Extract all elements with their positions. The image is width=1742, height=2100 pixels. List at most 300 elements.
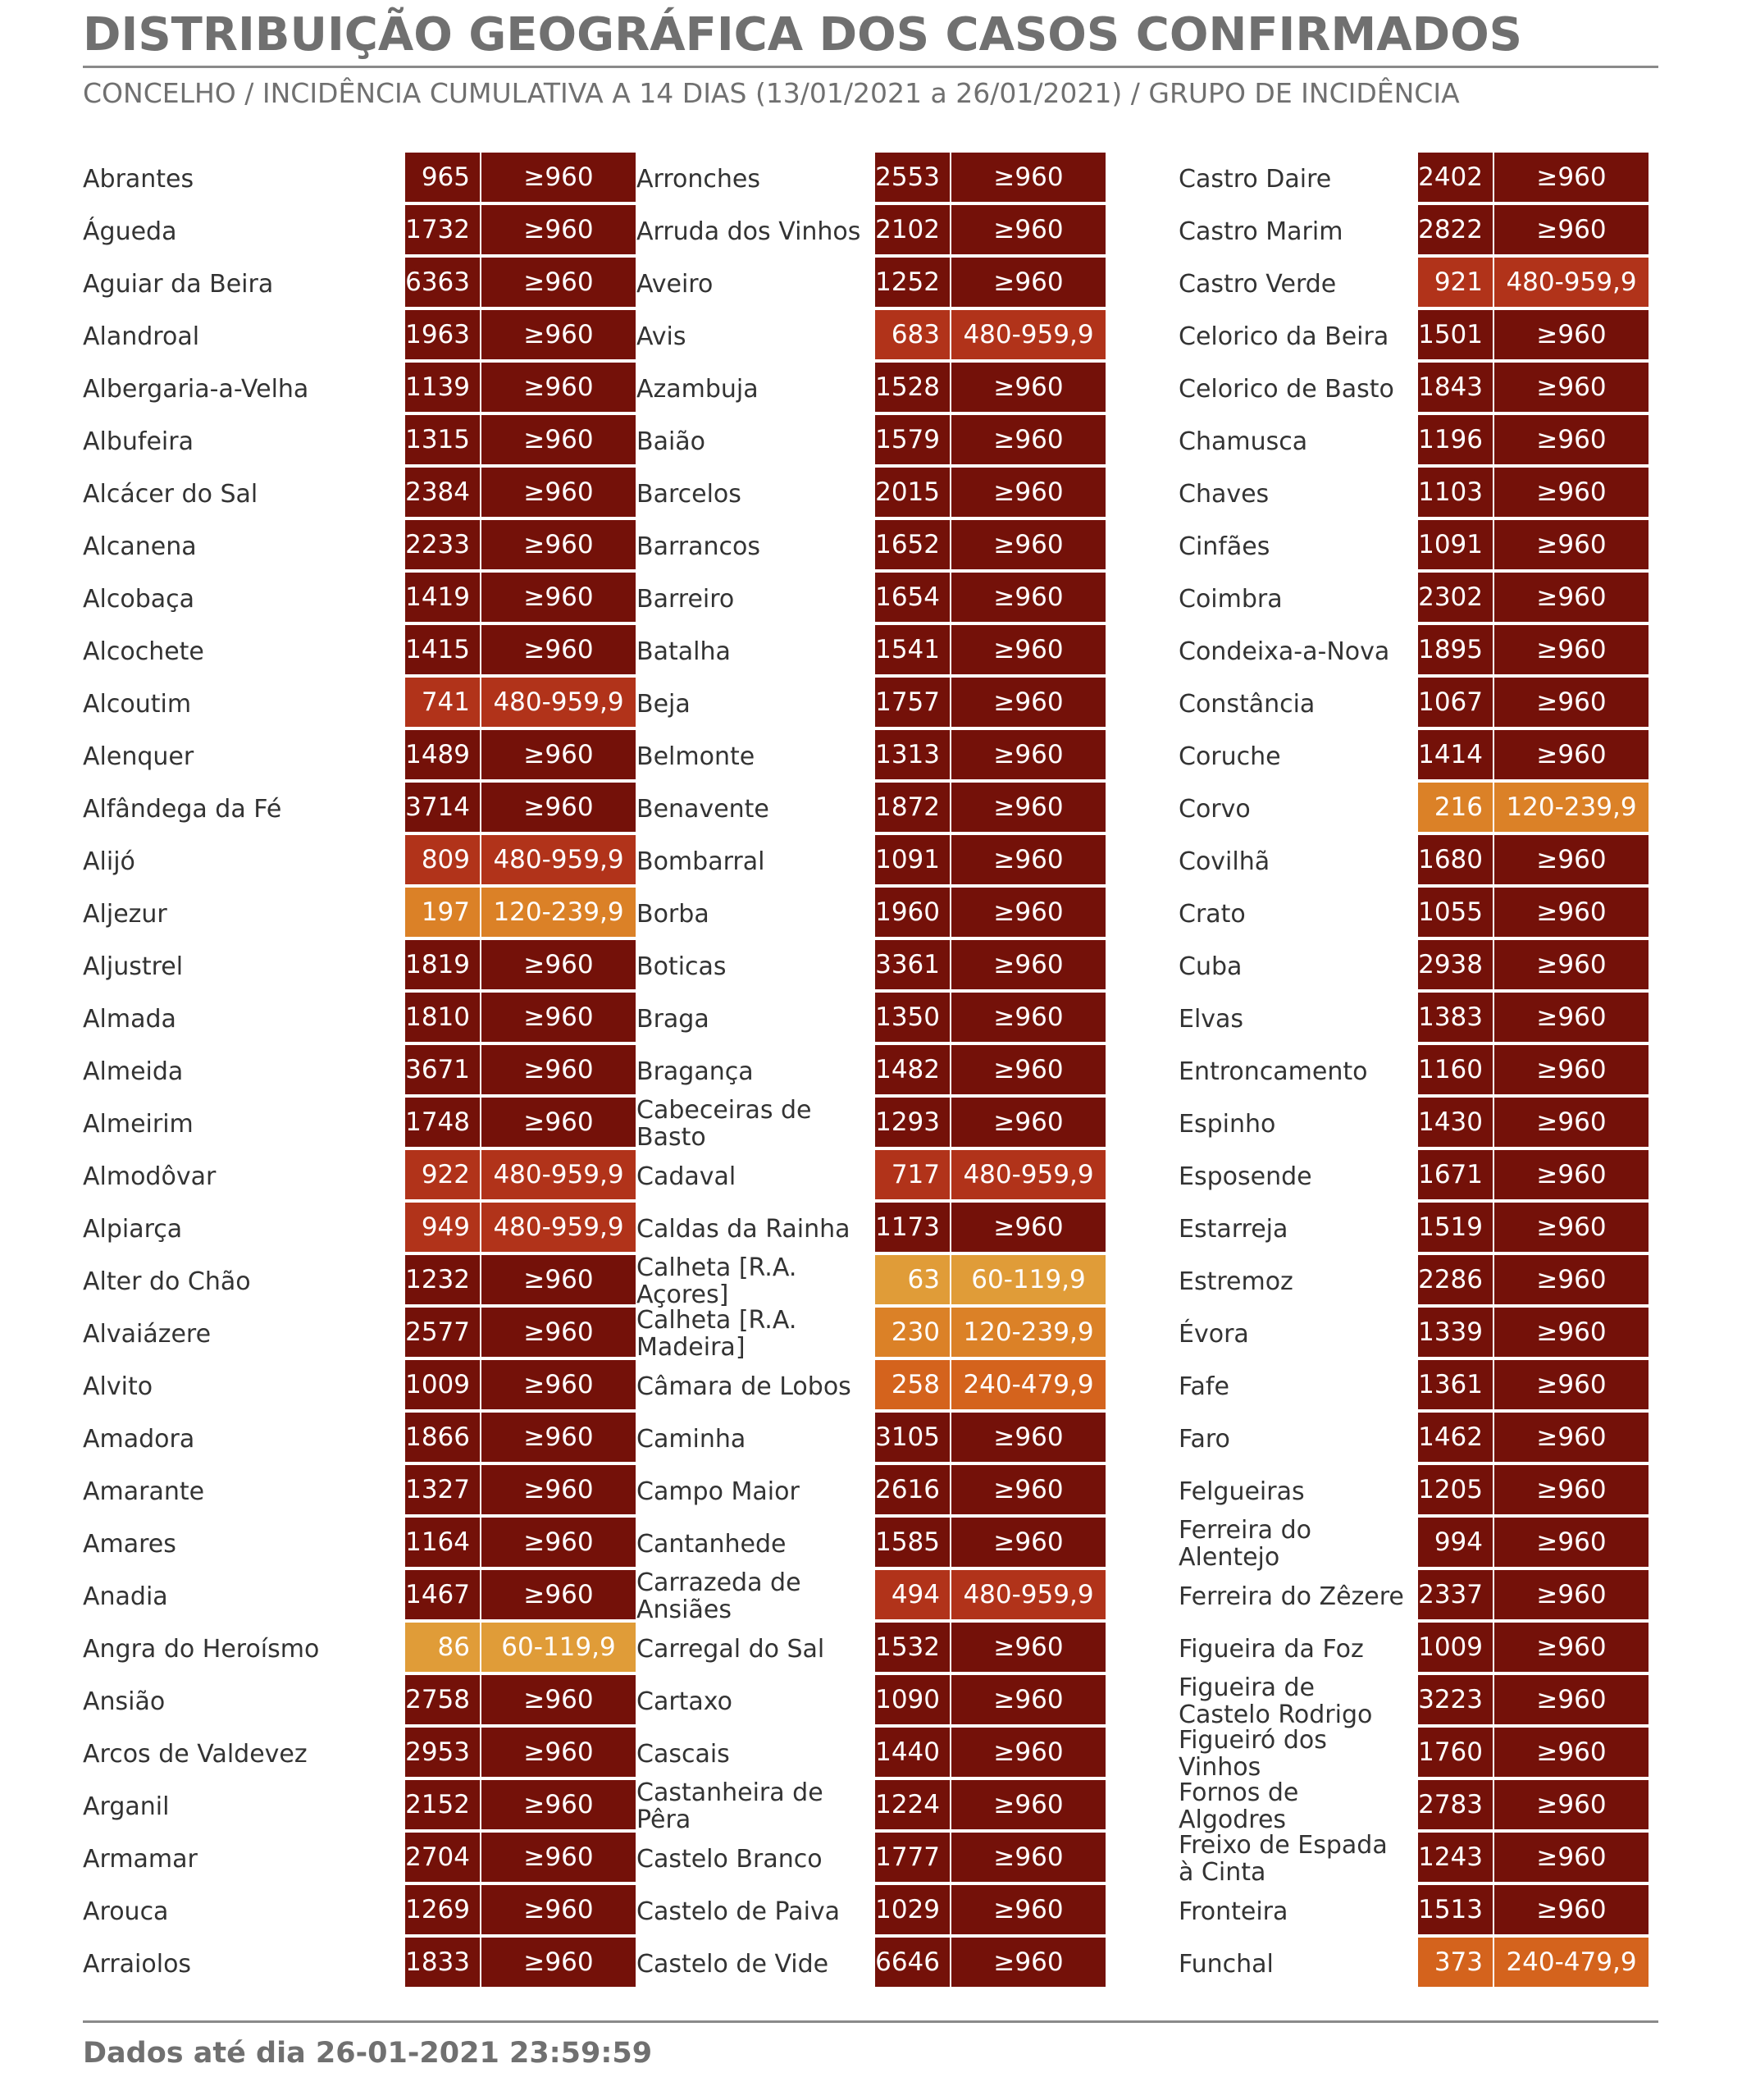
incidence-group: ≥960: [950, 678, 1106, 728]
table-row: [1179, 205, 1649, 258]
incidence-value: 373: [1418, 1938, 1493, 1988]
municipality-name: Azambuja: [636, 374, 759, 404]
municipality-name: Castro Daire: [1179, 164, 1332, 194]
municipality-name: Cantanhede: [636, 1529, 787, 1559]
incidence-value: 2704: [405, 1833, 480, 1883]
incidence-value: 922: [405, 1150, 480, 1201]
page-subtitle: CONCELHO / INCIDÊNCIA CUMULATIVA A 14 DIAS (13/01/2021 a 26/01/2021) / GRUPO DE INCIDÊNCIA: [83, 77, 1460, 109]
incidence-group: ≥960: [1493, 1045, 1649, 1096]
municipality-name: Crato: [1179, 899, 1246, 929]
incidence-group: ≥960: [480, 415, 636, 466]
table-row: [83, 1623, 636, 1675]
incidence-value: 2616: [875, 1465, 950, 1516]
table-row: [83, 1570, 636, 1623]
municipality-name: Cinfães: [1179, 532, 1270, 561]
incidence-group: ≥960: [480, 730, 636, 781]
incidence-group: ≥960: [480, 363, 636, 413]
incidence-value: 2233: [405, 520, 480, 571]
table-row: [636, 310, 1106, 363]
table-row: [83, 153, 636, 205]
incidence-group: ≥960: [950, 363, 1106, 413]
table-row: [83, 1255, 636, 1308]
municipality-name: Figueira de Castelo Rodrigo: [1179, 1673, 1373, 1729]
municipality-name: Faro: [1179, 1424, 1230, 1454]
table-row: [1179, 730, 1649, 783]
incidence-value: 2553: [875, 153, 950, 203]
incidence-group: ≥960: [480, 468, 636, 518]
incidence-group: ≥960: [480, 1098, 636, 1148]
incidence-group: ≥960: [480, 1360, 636, 1411]
incidence-value: 1519: [1418, 1203, 1493, 1253]
incidence-group: ≥960: [950, 993, 1106, 1043]
incidence-group: 240-479,9: [1493, 1938, 1649, 1988]
incidence-group: ≥960: [480, 1255, 636, 1306]
incidence-value: 1350: [875, 993, 950, 1043]
incidence-group: ≥960: [1493, 1413, 1649, 1463]
table-row: [83, 1045, 636, 1098]
incidence-group: ≥960: [1493, 1885, 1649, 1936]
footer-divider: [83, 2020, 1658, 2023]
municipality-name: Alcochete: [83, 637, 204, 666]
incidence-group: ≥960: [480, 1518, 636, 1568]
municipality-name: Alvaiázere: [83, 1319, 212, 1349]
table-row: [83, 625, 636, 678]
incidence-value: 216: [1418, 783, 1493, 833]
incidence-value: 1173: [875, 1203, 950, 1253]
table-row: [1179, 468, 1649, 520]
municipality-name: Alfândega da Fé: [83, 794, 282, 824]
municipality-name: Condeixa-a-Nova: [1179, 637, 1390, 666]
municipality-name: Corvo: [1179, 794, 1251, 824]
municipality-name: Avis: [636, 322, 686, 351]
incidence-group: ≥960: [950, 205, 1106, 256]
incidence-group: ≥960: [950, 625, 1106, 676]
municipality-name: Barrancos: [636, 532, 760, 561]
incidence-group: ≥960: [1493, 1308, 1649, 1358]
incidence-value: 3714: [405, 783, 480, 833]
table-row: [636, 1885, 1106, 1938]
incidence-value: 6646: [875, 1938, 950, 1988]
incidence-value: 717: [875, 1150, 950, 1201]
incidence-group: ≥960: [950, 888, 1106, 938]
municipality-name: Alcobaça: [83, 584, 195, 614]
municipality-name: Castro Marim: [1179, 217, 1343, 246]
municipality-name: Figueira da Foz: [1179, 1634, 1364, 1664]
incidence-group: ≥960: [950, 468, 1106, 518]
incidence-value: 1232: [405, 1255, 480, 1306]
incidence-value: 2337: [1418, 1570, 1493, 1621]
table-row: [83, 310, 636, 363]
incidence-value: 1430: [1418, 1098, 1493, 1148]
table-row: [1179, 1728, 1649, 1780]
incidence-group: ≥960: [1493, 153, 1649, 203]
incidence-group: ≥960: [1493, 1780, 1649, 1831]
table-row: [636, 153, 1106, 205]
municipality-name: Ferreira do Alentejo: [1179, 1516, 1311, 1572]
municipality-name: Baião: [636, 427, 706, 456]
table-row: [636, 993, 1106, 1045]
table-row: [636, 415, 1106, 468]
page-title: DISTRIBUIÇÃO GEOGRÁFICA DOS CASOS CONFIRMADOS: [83, 8, 1523, 62]
table-row: [83, 1728, 636, 1780]
incidence-group: ≥960: [1493, 1728, 1649, 1778]
incidence-group: ≥960: [950, 1098, 1106, 1148]
incidence-value: 949: [405, 1203, 480, 1253]
incidence-group: ≥960: [1493, 363, 1649, 413]
municipality-name: Bombarral: [636, 847, 765, 876]
table-row: [1179, 1675, 1649, 1728]
incidence-group: 480-959,9: [950, 1150, 1106, 1201]
incidence-value: 1963: [405, 310, 480, 361]
incidence-value: 3105: [875, 1413, 950, 1463]
incidence-value: 86: [405, 1623, 480, 1673]
incidence-value: 1327: [405, 1465, 480, 1516]
incidence-value: 1361: [1418, 1360, 1493, 1411]
incidence-group: ≥960: [950, 1413, 1106, 1463]
incidence-group: 120-239,9: [1493, 783, 1649, 833]
incidence-value: 3361: [875, 940, 950, 991]
municipality-name: Águeda: [83, 217, 177, 246]
table-row: [1179, 1098, 1649, 1150]
incidence-value: 1415: [405, 625, 480, 676]
table-row: [636, 258, 1106, 310]
municipality-name: Entroncamento: [1179, 1057, 1368, 1086]
incidence-value: 1252: [875, 258, 950, 308]
incidence-group: ≥960: [1493, 940, 1649, 991]
table-row: [83, 1150, 636, 1203]
municipality-name: Alvito: [83, 1372, 153, 1401]
incidence-group: 60-119,9: [480, 1623, 636, 1673]
incidence-group: ≥960: [950, 520, 1106, 571]
table-row: [83, 520, 636, 573]
table-row: [636, 1045, 1106, 1098]
incidence-value: 921: [1418, 258, 1493, 308]
incidence-value: 1467: [405, 1570, 480, 1621]
incidence-group: ≥960: [1493, 888, 1649, 938]
incidence-value: 1757: [875, 678, 950, 728]
municipality-name: Felgueiras: [1179, 1477, 1305, 1506]
municipality-name: Barreiro: [636, 584, 735, 614]
table-row: [1179, 258, 1649, 310]
table-row: [83, 1465, 636, 1518]
incidence-value: 1585: [875, 1518, 950, 1568]
table-row: [636, 1255, 1106, 1308]
table-row: [83, 205, 636, 258]
incidence-group: ≥960: [480, 1675, 636, 1726]
incidence-value: 2302: [1418, 573, 1493, 623]
incidence-value: 1748: [405, 1098, 480, 1148]
table-row: [83, 835, 636, 888]
incidence-group: ≥960: [950, 1938, 1106, 1988]
incidence-group: ≥960: [950, 573, 1106, 623]
municipality-name: Batalha: [636, 637, 731, 666]
municipality-name: Cascais: [636, 1739, 730, 1769]
municipality-name: Aljezur: [83, 899, 167, 929]
incidence-group: ≥960: [950, 258, 1106, 308]
table-row: [636, 363, 1106, 415]
municipality-name: Castelo de Vide: [636, 1949, 829, 1979]
incidence-value: 1090: [875, 1675, 950, 1726]
incidence-group: ≥960: [950, 1885, 1106, 1936]
municipality-name: Arruda dos Vinhos: [636, 217, 861, 246]
incidence-group: 120-239,9: [480, 888, 636, 938]
table-row: [1179, 573, 1649, 625]
incidence-group: 480-959,9: [480, 1150, 636, 1201]
municipality-name: Celorico de Basto: [1179, 374, 1394, 404]
table-row: [636, 1938, 1106, 1990]
incidence-value: 3671: [405, 1045, 480, 1096]
table-row: [1179, 1413, 1649, 1465]
incidence-group: ≥960: [480, 573, 636, 623]
table-row: [83, 1885, 636, 1938]
municipality-name: Elvas: [1179, 1004, 1244, 1034]
table-row: [1179, 783, 1649, 835]
municipality-name: Castro Verde: [1179, 269, 1337, 299]
incidence-value: 1671: [1418, 1150, 1493, 1201]
table-row: [83, 993, 636, 1045]
municipality-name: Belmonte: [636, 742, 755, 771]
municipality-name: Évora: [1179, 1319, 1249, 1349]
incidence-group: 480-959,9: [950, 1570, 1106, 1621]
municipality-name: Ferreira do Zêzere: [1179, 1582, 1404, 1611]
incidence-group: ≥960: [480, 1780, 636, 1831]
table-row: [83, 940, 636, 993]
incidence-value: 1029: [875, 1885, 950, 1936]
incidence-group: ≥960: [950, 153, 1106, 203]
municipality-name: Figueiró dos Vinhos: [1179, 1726, 1327, 1782]
incidence-group: ≥960: [1493, 310, 1649, 361]
incidence-group: 120-239,9: [950, 1308, 1106, 1358]
incidence-group: ≥960: [950, 1623, 1106, 1673]
municipality-name: Castanheira de Pêra: [636, 1778, 823, 1834]
municipality-name: Cuba: [1179, 952, 1243, 981]
incidence-value: 2402: [1418, 153, 1493, 203]
municipality-name: Alpiarça: [83, 1214, 183, 1244]
incidence-group: ≥960: [480, 1885, 636, 1936]
municipality-name: Beja: [636, 689, 691, 719]
incidence-group: ≥960: [1493, 520, 1649, 571]
incidence-value: 1819: [405, 940, 480, 991]
table-row: [1179, 1308, 1649, 1360]
incidence-group: ≥960: [480, 1045, 636, 1096]
table-row: [83, 415, 636, 468]
incidence-group: ≥960: [950, 1203, 1106, 1253]
incidence-group: ≥960: [480, 783, 636, 833]
incidence-value: 1810: [405, 993, 480, 1043]
municipality-name: Albergaria-a-Velha: [83, 374, 309, 404]
incidence-value: 1833: [405, 1938, 480, 1988]
municipality-name: Benavente: [636, 794, 769, 824]
incidence-value: 1243: [1418, 1833, 1493, 1883]
incidence-group: ≥960: [1493, 1675, 1649, 1726]
municipality-name: Alcanena: [83, 532, 197, 561]
incidence-value: 994: [1418, 1518, 1493, 1568]
municipality-name: Barcelos: [636, 479, 741, 509]
incidence-group: ≥960: [950, 1518, 1106, 1568]
municipality-name: Celorico da Beira: [1179, 322, 1389, 351]
incidence-group: ≥960: [1493, 1255, 1649, 1306]
incidence-group: ≥960: [950, 730, 1106, 781]
incidence-group: ≥960: [480, 205, 636, 256]
incidence-group: ≥960: [480, 940, 636, 991]
incidence-value: 1732: [405, 205, 480, 256]
table-row: [1179, 1885, 1649, 1938]
incidence-group: ≥960: [1493, 1360, 1649, 1411]
municipality-name: Calheta [R.A. Madeira]: [636, 1306, 797, 1362]
incidence-value: 1205: [1418, 1465, 1493, 1516]
table-row: [636, 1623, 1106, 1675]
table-row: [636, 730, 1106, 783]
municipality-name: Cartaxo: [636, 1687, 732, 1716]
table-row: [1179, 993, 1649, 1045]
incidence-value: 230: [875, 1308, 950, 1358]
incidence-group: ≥960: [950, 1833, 1106, 1883]
incidence-value: 1489: [405, 730, 480, 781]
municipality-name: Câmara de Lobos: [636, 1372, 851, 1401]
municipality-name: Carregal do Sal: [636, 1634, 825, 1664]
table-row: [1179, 1570, 1649, 1623]
municipality-name: Anadia: [83, 1582, 168, 1611]
incidence-value: 1164: [405, 1518, 480, 1568]
incidence-group: 240-479,9: [950, 1360, 1106, 1411]
incidence-value: 1103: [1418, 468, 1493, 518]
incidence-group: ≥960: [950, 1675, 1106, 1726]
table-row: [636, 888, 1106, 940]
municipality-name: Constância: [1179, 689, 1316, 719]
table-row: [1179, 835, 1649, 888]
table-row: [83, 730, 636, 783]
table-row: [636, 1675, 1106, 1728]
table-row: [83, 1518, 636, 1570]
incidence-group: ≥960: [950, 835, 1106, 886]
incidence-group: ≥960: [1493, 1518, 1649, 1568]
incidence-value: 6363: [405, 258, 480, 308]
incidence-group: ≥960: [480, 1938, 636, 1988]
incidence-group: ≥960: [1493, 993, 1649, 1043]
incidence-group: ≥960: [480, 258, 636, 308]
incidence-value: 2102: [875, 205, 950, 256]
municipality-name: Boticas: [636, 952, 727, 981]
municipality-name: Angra do Heroísmo: [83, 1634, 320, 1664]
incidence-value: 1091: [875, 835, 950, 886]
table-row: [636, 835, 1106, 888]
municipality-name: Carrazeda de Ansiães: [636, 1568, 801, 1624]
table-row: [636, 1570, 1106, 1623]
municipality-name: Coruche: [1179, 742, 1281, 771]
municipality-name: Chaves: [1179, 479, 1270, 509]
incidence-value: 1383: [1418, 993, 1493, 1043]
incidence-value: 965: [405, 153, 480, 203]
incidence-group: ≥960: [480, 1413, 636, 1463]
incidence-value: 1579: [875, 415, 950, 466]
table-row: [1179, 363, 1649, 415]
table-row: [636, 1413, 1106, 1465]
incidence-group: ≥960: [480, 993, 636, 1043]
table-row: [1179, 415, 1649, 468]
incidence-group: ≥960: [480, 1308, 636, 1358]
incidence-group: ≥960: [950, 940, 1106, 991]
incidence-group: ≥960: [1493, 1150, 1649, 1201]
table-row: [83, 1308, 636, 1360]
incidence-group: ≥960: [1493, 835, 1649, 886]
table-row: [636, 1780, 1106, 1833]
table-row: [636, 625, 1106, 678]
incidence-value: 1293: [875, 1098, 950, 1148]
incidence-group: ≥960: [480, 1728, 636, 1778]
incidence-group: ≥960: [480, 520, 636, 571]
municipality-name: Arronches: [636, 164, 760, 194]
municipality-name: Estarreja: [1179, 1214, 1288, 1244]
municipality-name: Bragança: [636, 1057, 754, 1086]
incidence-group: ≥960: [950, 1465, 1106, 1516]
municipality-name: Castelo Branco: [636, 1844, 823, 1874]
municipality-name: Fornos de Algodres: [1179, 1778, 1299, 1834]
incidence-value: 2953: [405, 1728, 480, 1778]
table-row: [83, 783, 636, 835]
incidence-value: 63: [875, 1255, 950, 1306]
table-row: [636, 1833, 1106, 1885]
municipality-name: Arraiolos: [83, 1949, 192, 1979]
incidence-group: 480-959,9: [950, 310, 1106, 361]
municipality-name: Almodôvar: [83, 1162, 217, 1191]
table-row: [636, 1728, 1106, 1780]
incidence-value: 1009: [1418, 1623, 1493, 1673]
incidence-group: ≥960: [1493, 1623, 1649, 1673]
incidence-group: ≥960: [480, 310, 636, 361]
incidence-value: 1872: [875, 783, 950, 833]
table-row: [636, 1150, 1106, 1203]
incidence-value: 2015: [875, 468, 950, 518]
incidence-group: ≥960: [1493, 1833, 1649, 1883]
incidence-value: 1313: [875, 730, 950, 781]
incidence-group: ≥960: [480, 1465, 636, 1516]
incidence-group: ≥960: [1493, 1570, 1649, 1621]
table-row: [636, 573, 1106, 625]
table-row: [1179, 888, 1649, 940]
incidence-group: ≥960: [480, 1833, 636, 1883]
table-row: [1179, 1203, 1649, 1255]
municipality-name: Caldas da Rainha: [636, 1214, 850, 1244]
municipality-name: Almeirim: [83, 1109, 194, 1139]
municipality-name: Borba: [636, 899, 709, 929]
incidence-value: 1541: [875, 625, 950, 676]
municipality-name: Coimbra: [1179, 584, 1283, 614]
table-row: [83, 573, 636, 625]
municipality-name: Alter do Chão: [83, 1267, 251, 1296]
table-row: [636, 1465, 1106, 1518]
incidence-group: ≥960: [950, 783, 1106, 833]
table-row: [636, 520, 1106, 573]
municipality-name: Amarante: [83, 1477, 205, 1506]
municipality-name: Aguiar da Beira: [83, 269, 274, 299]
municipality-name: Caminha: [636, 1424, 746, 1454]
table-row: [1179, 1938, 1649, 1990]
table-row: [636, 940, 1106, 993]
incidence-group: ≥960: [1493, 1098, 1649, 1148]
table-row: [83, 888, 636, 940]
incidence-group: ≥960: [1493, 415, 1649, 466]
municipality-name: Freixo de Espada à Cinta: [1179, 1831, 1388, 1887]
municipality-name: Funchal: [1179, 1949, 1274, 1979]
incidence-value: 494: [875, 1570, 950, 1621]
table-row: [1179, 1045, 1649, 1098]
incidence-group: ≥960: [1493, 468, 1649, 518]
incidence-value: 1532: [875, 1623, 950, 1673]
incidence-value: 1414: [1418, 730, 1493, 781]
incidence-value: 1009: [405, 1360, 480, 1411]
municipality-name: Alijó: [83, 847, 135, 876]
incidence-value: 258: [875, 1360, 950, 1411]
